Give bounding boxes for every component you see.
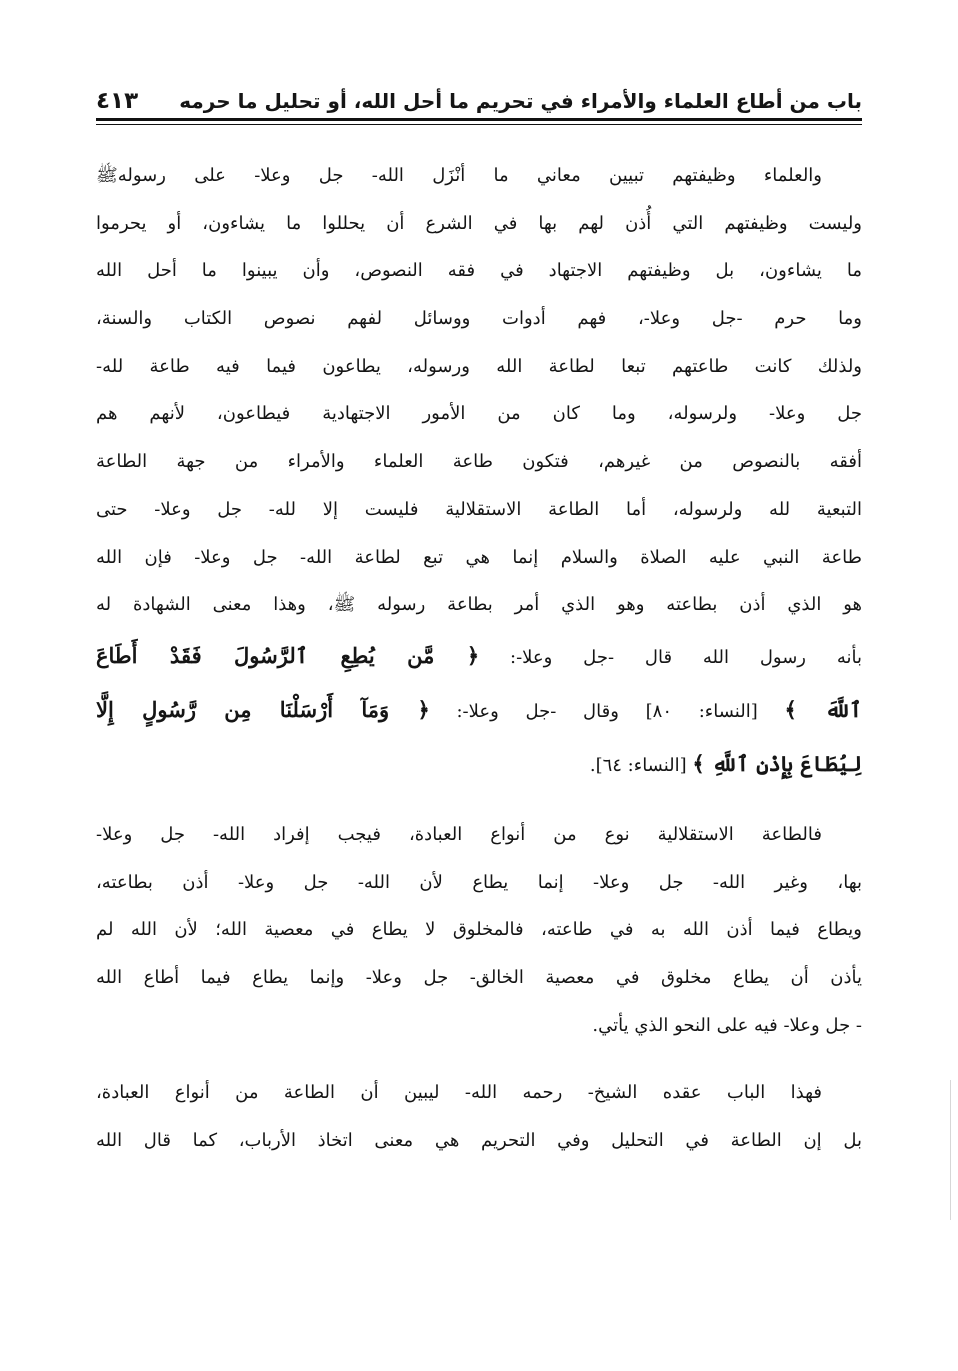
page-number: ٤١٣ xyxy=(96,88,139,114)
quran-verse: ﴿ وَمَآ أَرْسَلْنَا مِن رَّسُولٍ إِلَّا xyxy=(96,696,430,722)
running-header xyxy=(96,74,862,116)
verse-reference: [النساء: ٦٤]. xyxy=(589,754,687,776)
text-line: بل إن الطاعة في التحليل وفي التحريم هي معنى اتخاذ الأرباب، كما قال الله xyxy=(96,1130,862,1151)
text-line: جل وعلا- ولرسوله، وما كان من الأمور الاجتهادية فيطاعون، لأنهم هم xyxy=(96,403,862,425)
text-line: فالطاعة الاستقلالية نوع من أنواع العبادة، فيجب إفراد الله- جل وعلا- xyxy=(96,823,822,845)
text-line: ولذلك كانت طاعتهم تبعا لطاعة الله ورسوله، يطاعون فيما فيه طاعة لله- xyxy=(96,355,862,377)
quran-verse: ﴿ مَّن يُطِعِ ٱلرَّسُولَ فَقَدْ أَطَاعَ xyxy=(96,642,480,668)
text-line: فهذا الباب عقده الشيخ- رحمه الله- ليبين أن الطاعة من أنواع العبادة، xyxy=(96,1082,822,1104)
text-line: والعلماء وظيفتهم تبيين معاني ما أنْزَل الله- جل وعلا- على رسولهﷺ xyxy=(96,165,822,186)
header-rule-thick xyxy=(96,118,862,121)
text-line: وليست وظيفتهم التي أُذن لهم بها في الشرع أن يحللوا ما يشاءون، أو يحرموا xyxy=(96,212,862,234)
text-line: طاعة النبي عليه الصلاة والسلام إنما هي تبع لطاعة الله- جل وعلا- فإن الله xyxy=(96,546,862,568)
text-line: هو الذي أذن بطاعته وهو الذي أمر بطاعة رسوله ﷺ، وهذا معنى الشهادة له xyxy=(96,594,862,616)
verse-line-1 xyxy=(96,629,862,683)
text-line: - جل وعلا- فيه على النحو الذي يأتي. xyxy=(592,1014,862,1036)
text-line: وما حرم -جل وعلا-، فهم أدوات ووسائل لفهم نصوص الكتاب والسنة، xyxy=(96,308,862,330)
text-line: بها، وغير الله- جل وعلا- إنما يطاع لأن الله- جل وعلا- أذن بطاعته، xyxy=(96,871,862,893)
verse-line-2 xyxy=(96,683,862,737)
text-line: التبعية لله ولرسوله، أما الطاعة الاستقلالية فليست إلا لله- جل وعلا- حتى xyxy=(96,498,862,520)
text-line: ما يشاءون، بل وظيفتهم الاجتهاد في فقه النصوص، وأن يبينوا ما أحل الله xyxy=(96,260,862,282)
verse-intro-text: وقال -جل وعلا-: xyxy=(456,700,619,722)
quran-verse: ٱللَّهَ ﴾ xyxy=(784,696,862,722)
text-line: أفقه بالنصوص من غيرهم، فتكون طاعة العلماء والأمراء من جهة الطاعة xyxy=(96,451,862,473)
paragraph-3 xyxy=(96,1069,862,1164)
paragraph-2 xyxy=(96,811,862,1049)
quran-verse: لِيُطَاعَ بِإِذْنِ ٱللَّهِ ﴾ xyxy=(692,750,862,776)
verse-line-3 xyxy=(96,737,862,791)
paragraph-gap xyxy=(96,791,862,811)
text-line: يأذن أن يطاع مخلوق في معصية الخالق- جل وعلا- وإنما يطاع فيما أطاع الله xyxy=(96,966,862,988)
page-body xyxy=(96,152,862,1165)
text-line: ويطاع فيما أذن الله به في طاعته، فالمخلوق لا يطاع في معصية الله؛ لأن الله لم xyxy=(96,919,862,941)
paragraph-1 xyxy=(96,152,862,791)
verse-reference: [النساء: ٨٠] xyxy=(645,700,758,722)
verse-intro-text: بأنه رسول الله قال -جل وعلا-: xyxy=(510,646,862,668)
chapter-title: باب من أطاع العلماء والأمراء في تحريم ما أحل الله، أو تحليل ما حرمه xyxy=(179,89,862,113)
header-rule-thin xyxy=(96,124,862,125)
paragraph-gap xyxy=(96,1049,862,1069)
scan-edge-mark xyxy=(950,1080,951,1220)
